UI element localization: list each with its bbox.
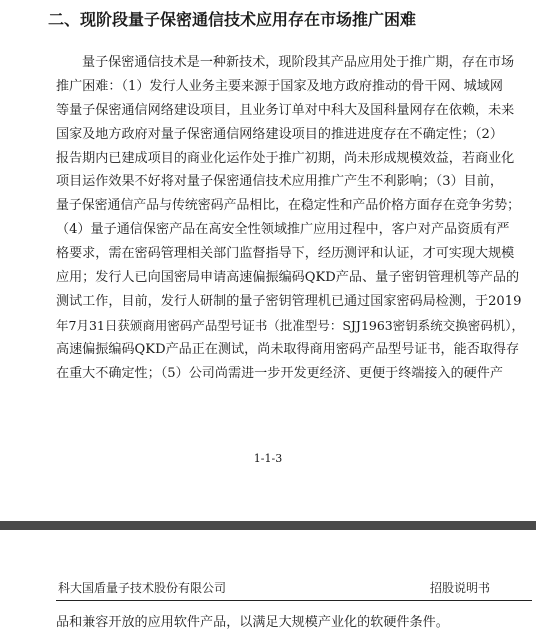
paragraph-line: 等量子保密通信网络建设项目，且业务订单对中科大及国科量网存在依赖，未来 [56,102,515,118]
page-number: 1-1-3 [253,452,283,465]
section-heading: 二、现阶段量子保密通信技术应用存在市场推广困难 [48,10,417,29]
paragraph-line: 量子保密通信技术是一种新技术，现阶段其产品应用处于推广期，存在市场 [82,55,515,70]
running-header-company: 科大国盾量子技术股份有限公司 [58,581,227,595]
paragraph-line: 国家及地方政府对量子保密通信网络建设项目的推进进度存在不确定性；（2） [56,126,503,142]
body-paragraph [56,51,526,385]
running-header-doc-title: 招股说明书 [430,581,491,595]
paragraph-line: 年7月31日获颁商用密码产品型号证书（批准型号：SJJ1963密钥系统交换密码机）， [56,317,525,333]
paragraph-line: 高速偏振编码QKD产品正在测试，尚未取得商用密码产品型号证书，能否取得存 [56,341,520,357]
paragraph-line: 推广困难：（1）发行人业务主要来源于国家及地方政府推动的骨干网、城域网 [56,78,503,94]
header-rule [56,600,532,601]
paragraph-line: 应用；发行人已向国密局申请高速偏振编码QKD产品、量子密钥管理机等产品的 [56,270,520,286]
paragraph-line: 格要求，需在密码管理相关部门监督指导下，经历测评和认证，才可实现大规模 [56,246,515,262]
paragraph-line: （4）量子通信保密产品在高安全性领域推广应用过程中，客户对产品资质有严 [56,222,510,238]
paragraph-line: 量子保密通信产品与传统密码产品相比，在稳定性和产品价格方面存在竞争劣势； [56,198,521,214]
continuation-line: 品和兼容开放的应用软件产品，以满足大规模产业化的软硬件条件。 [56,615,449,630]
paragraph-line: 报告期内已建成项目的商业化运作处于推广初期，尚未形成规模效益，若商业化 [56,150,515,166]
page-break-divider [0,521,536,530]
paragraph-line: 在重大不确定性；（5）公司尚需进一步开发更经济、更便于终端接入的硬件产 [56,365,503,381]
paragraph-line: 项目运作效果不好将对量子保密通信技术应用推广产生不利影响；（3）目前， [56,174,503,190]
paragraph-line: 测试工作，目前，发行人研制的量子密钥管理机已通过国家密码局检测，于2019 [56,293,522,309]
